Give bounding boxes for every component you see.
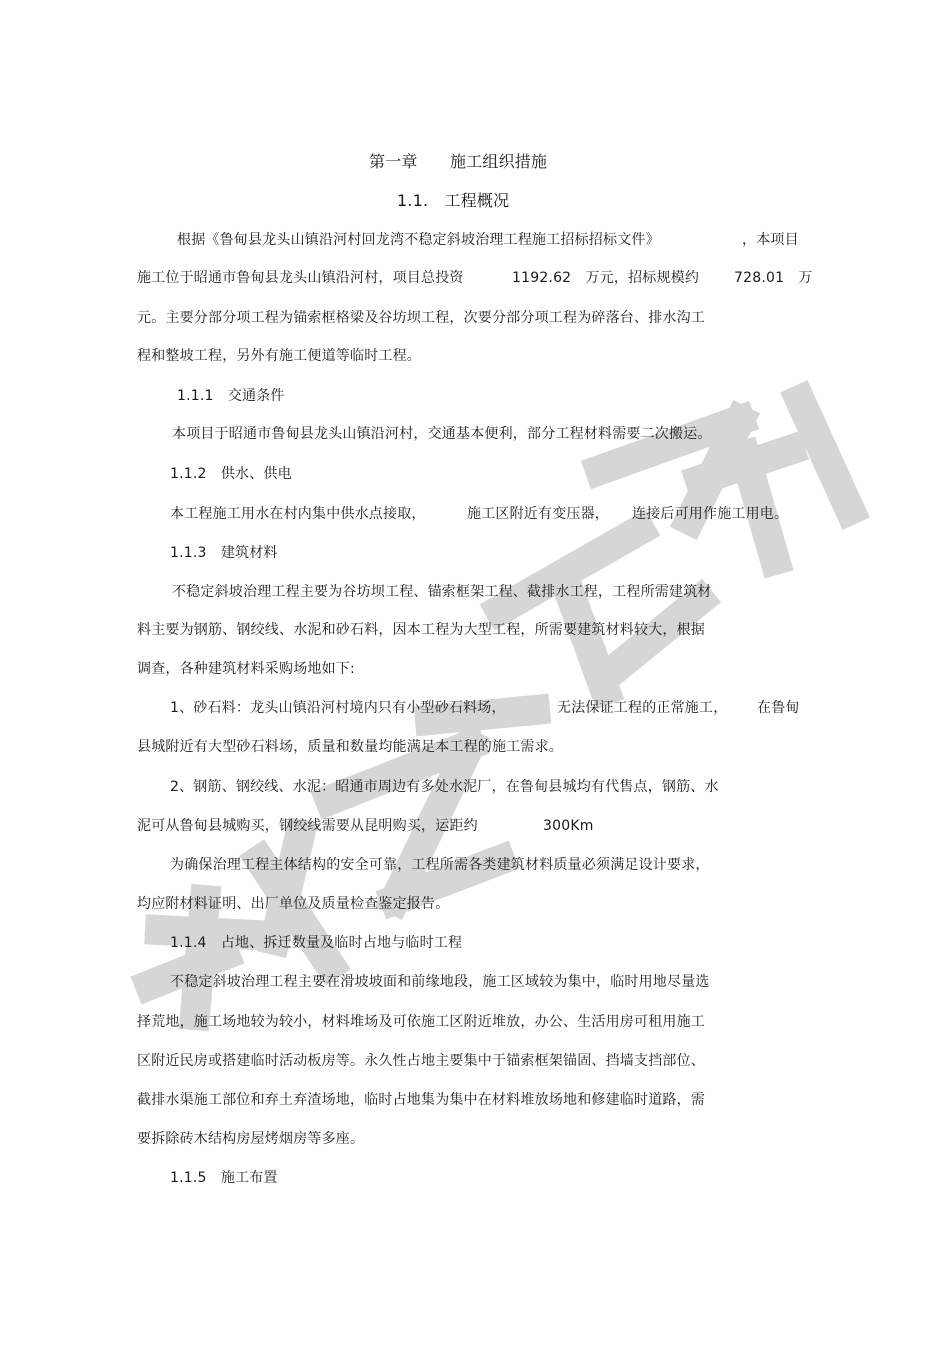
list-item-2c: 300Km — [543, 818, 594, 834]
s114-paragraph-5: 要拆除砖木结构房屋烤烟房等多座。 — [137, 1131, 365, 1147]
s114-paragraph-1: 不稳定斜坡治理工程主要在滑坡坡面和前缘地段，施工区域较为集中，临时用地尽量选 — [170, 974, 710, 990]
quality-paragraph-1: 为确保治理工程主体结构的安全可靠，工程所需各类建筑材料质量必须满足设计要求， — [170, 857, 710, 873]
overview-line-2c: 728.01 万 — [734, 270, 813, 286]
overview-line-2b: 1192.62 万元，招标规模约 — [512, 270, 700, 286]
s111-paragraph: 本项目于昭通市鲁甸县龙头山镇沿河村，交通基本便利，部分工程材料需要二次搬运。 — [172, 426, 712, 442]
heading-1-1-5: 1.1.5 施工布置 — [170, 1170, 278, 1186]
heading-1-1-4: 1.1.4 占地、拆迁数量及临时占地与临时工程 — [170, 935, 463, 951]
section-title: 1.1. 工程概况 — [397, 191, 510, 210]
overview-line-4: 程和整坡工程，另外有施工便道等临时工程。 — [137, 348, 421, 364]
overview-line-2a: 施工位于昭通市鲁甸县龙头山镇沿河村，项目总投资 — [137, 270, 464, 286]
s112-paragraph-a: 本工程施工用水在村内集中供水点接取， — [170, 506, 426, 522]
s114-paragraph-3: 区附近民房或搭建临时活动板房等。永久性占地主要集中于锚索框架锚固、挡墙支挡部位、 — [137, 1053, 705, 1069]
heading-1-1-2: 1.1.2 供水、供电 — [170, 466, 292, 482]
overview-line-1-tail: ，本项目 — [742, 232, 799, 248]
heading-1-1-3: 1.1.3 建筑材料 — [170, 545, 278, 561]
list-item-1a: 1、砂石料：龙头山镇沿河村境内只有小型砂石料场， — [170, 700, 506, 716]
s112-paragraph-c: 连接后可用作施工用电。 — [632, 506, 789, 522]
chapter-title: 第一章 施工组织措施 — [369, 152, 548, 171]
list-item-2a: 2、钢筋、钢绞线、水泥：昭通市周边有多处水泥厂，在鲁甸县城均有代售点，钢筋、水 — [170, 779, 719, 795]
s113-paragraph-3: 调查，各种建筑材料采购场地如下: — [137, 661, 355, 677]
overview-line-3: 元。主要分部分项工程为锚索框格梁及谷坊坝工程，次要分部分项工程为碎落台、排水沟工 — [137, 310, 705, 326]
s112-paragraph-b: 施工区附近有变压器， — [467, 506, 609, 522]
list-item-1b: 无法保证工程的正常施工， — [557, 700, 728, 716]
list-item-1c: 在鲁甸 — [757, 700, 800, 716]
s114-paragraph-4: 截排水渠施工部位和弃土弃渣场地，临时占地集为集中在材料堆放场地和修建临时道路，需 — [137, 1092, 705, 1108]
s114-paragraph-2: 择荒地，施工场地较为较小，材料堆场及可依施工区附近堆放，办公、生活用房可租用施工 — [137, 1014, 705, 1030]
s113-paragraph-2: 料主要为钢筋、钢绞线、水泥和砂石料，因本工程为大型工程，所需要建筑材料较大，根据 — [137, 622, 705, 638]
quality-paragraph-2: 均应附材料证明、出厂单位及质量检查鉴定报告。 — [137, 896, 450, 912]
list-item-1d: 县城附近有大型砂石料场，质量和数量均能满足本工程的施工需求。 — [137, 739, 563, 755]
list-item-2b: 泥可从鲁甸县城购买，钢绞线需要从昆明购买，运距约 — [137, 818, 478, 834]
heading-1-1-1: 1.1.1 交通条件 — [177, 388, 285, 404]
overview-line-1: 根据《鲁甸县龙头山镇沿河村回龙湾不稳定斜坡治理工程施工招标招标文件》 — [177, 232, 660, 248]
s113-paragraph-1: 不稳定斜坡治理工程主要为谷坊坝工程、锚索框架工程、截排水工程，工程所需建筑材 — [172, 584, 712, 600]
